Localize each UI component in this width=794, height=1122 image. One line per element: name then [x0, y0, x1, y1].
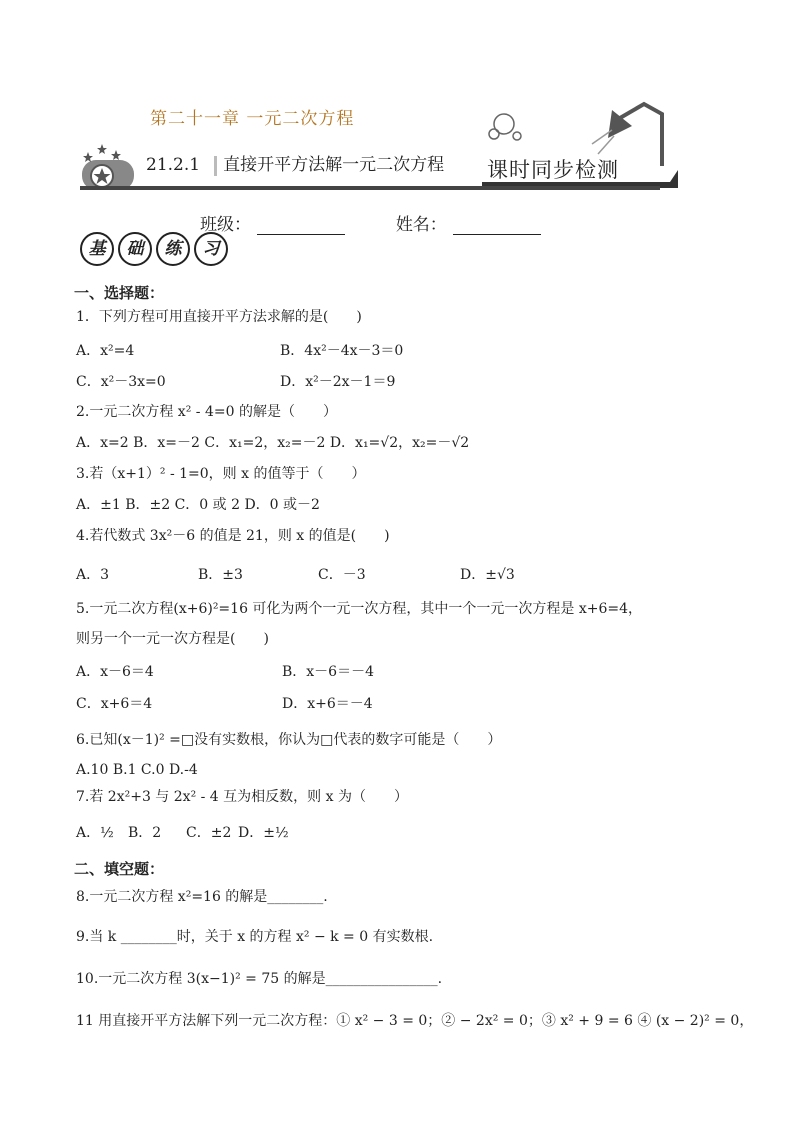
- bubble-icon: [494, 114, 514, 134]
- lesson-tag: 课时同步检测: [487, 158, 619, 182]
- section-divider: [214, 156, 217, 176]
- question-10: 10.一元二次方程 3(x−1)² = 75 的解是________________.: [76, 971, 443, 987]
- question-7: 7.若 2x²+3 与 2x² - 4 互为相反数，则 x 为（ ）: [76, 789, 408, 805]
- bubble-icon: [513, 132, 521, 140]
- q5-option-a: A．x－6＝4: [76, 664, 154, 680]
- chapter-title: 第二十一章 一元二次方程: [150, 109, 355, 129]
- header-rule: [80, 186, 660, 190]
- q6-options: A.10 B.1 C.0 D.-4: [76, 762, 198, 778]
- q1-option-d: D．x²－2x－1＝9: [280, 374, 396, 390]
- question-9: 9.当 k ________时，关于 x 的方程 x² − k = 0 有实数根.: [76, 929, 434, 945]
- name-label: 姓名：: [395, 215, 447, 235]
- q1-option-b: B．4x²－4x－3＝0: [280, 343, 404, 359]
- small-star-icon: [111, 150, 121, 160]
- section-number: 21.2.1: [146, 155, 201, 175]
- q5-option-d: D．x+6＝－4: [282, 696, 373, 712]
- section-heading-fill: 二、填空题：: [74, 860, 165, 878]
- badge-char: 练: [156, 232, 190, 266]
- badge-char: 基: [80, 232, 114, 266]
- class-input[interactable]: [257, 218, 345, 235]
- q2-options: A．x=2 B．x=－2 C．x₁=2，x₂=－2 D．x₁=√2，x₂=－√2: [76, 435, 470, 451]
- q5-option-c: C．x+6＝4: [76, 696, 153, 712]
- question-2: 2.一元二次方程 x² - 4=0 的解是（ ）: [76, 404, 337, 420]
- name-input[interactable]: [453, 218, 541, 235]
- q3-options: A．±1 B．±2 C．0 或 2 D．0 或－2: [76, 497, 320, 513]
- section-name: 直接开平方法解一元二次方程: [223, 155, 445, 175]
- question-4: 4.若代数式 3x²－6 的值是 21，则 x 的值是( ): [76, 528, 390, 544]
- q7-option-b: B．2: [128, 825, 162, 841]
- small-star-icon: [83, 152, 93, 162]
- section-title: [146, 150, 444, 176]
- student-info: [200, 210, 541, 235]
- question-6: 6.已知(x－1)² =□没有实数根，你认为□代表的数字可能是（ ）: [76, 732, 502, 748]
- q1-option-a: A．x²=4: [76, 343, 135, 359]
- question-5: 5.一元二次方程(x+6)²=16 可化为两个一元一次方程，其中一个一元一次方程是 x+6=4，: [76, 601, 643, 617]
- q1-option-c: C．x²－3x=0: [76, 374, 166, 390]
- q4-option-c: C．－3: [318, 567, 366, 583]
- question-5-cont: 则另一个一元一次方程是( ): [76, 631, 269, 647]
- small-star-icon: [97, 144, 107, 154]
- q5-option-b: B．x－6＝－4: [282, 664, 374, 680]
- section-heading-choice: 一、选择题：: [74, 284, 165, 302]
- question-8: 8.一元二次方程 x²=16 的解是________.: [76, 889, 328, 905]
- practice-badges: [80, 232, 232, 266]
- q4-option-a: A．3: [76, 567, 110, 583]
- bubble-icon: [489, 129, 499, 139]
- q4-option-d: D．±√3: [460, 567, 515, 583]
- q7-option-d: D．±½: [238, 825, 289, 841]
- question-3: 3.若（x+1）² - 1=0，则 x 的值等于（ ）: [76, 466, 366, 482]
- lamp-arm-icon: [620, 104, 662, 166]
- question-11: 11 用直接开平方法解下列一元二次方程：① x² − 3 = 0；② − 2x² = 0；③ x² + 9 = 6 ④ (x − 2)² = 0，: [76, 1013, 754, 1029]
- badge-char: 习: [194, 232, 228, 266]
- badge-char: 础: [118, 232, 152, 266]
- question-1: 1．下列方程可用直接开平方法求解的是( ): [76, 309, 362, 325]
- q4-option-b: B．±3: [198, 567, 243, 583]
- class-label: 班级：: [200, 215, 251, 235]
- q7-option-a: A．½: [76, 825, 114, 841]
- q7-option-c: C．±2: [186, 825, 232, 841]
